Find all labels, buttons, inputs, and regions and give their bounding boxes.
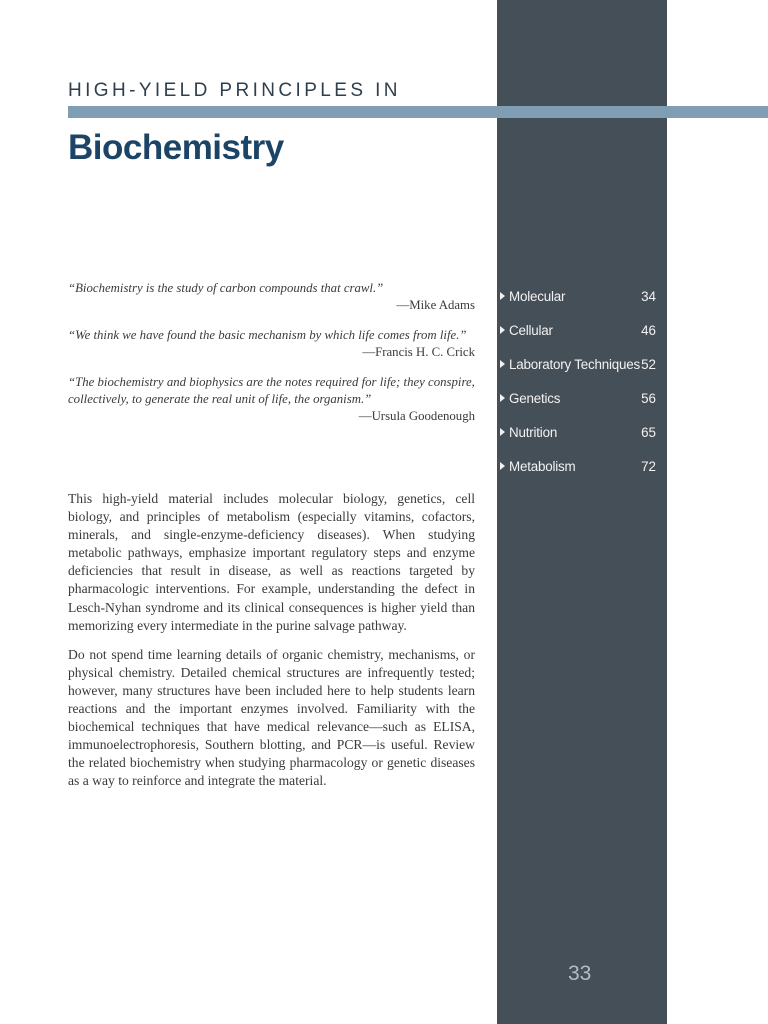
toc-page-number: 34 [641,288,656,304]
toc-page-number: 52 [641,356,656,372]
triangle-right-icon [500,462,505,470]
toc-item-genetics[interactable] [500,381,656,415]
quote-text: “The biochemistry and biophysics are the notes required for life; they conspire, collectively, to generate the real unit of life, the organism.” [68,375,475,406]
toc-page-number: 65 [641,424,656,440]
toc-label: Genetics [509,390,561,406]
quote-author: —Ursula Goodenough [358,409,475,423]
quote [68,280,475,314]
body-paragraph: Do not spend time learning details of organic chemistry, mechanisms, or physical chemistry. Detailed chemical structures are infrequently tested; however, many structures have been included here to help students learn reactions and the important enzymes involved. Familiarity with the biochemical techniques that have medical relevance—such as ELISA, immunoelectrophoresis, Southern blotting, and PCR—is useful. Review the related biochemistry when studying pharmacology or genetic diseases as a way to reinforce and integrate the material. [68,646,475,789]
toc-page-number: 46 [641,322,656,338]
toc-item-metabolism[interactable] [500,449,656,483]
quote [68,327,475,361]
toc-item-laboratory-techniques[interactable] [500,347,656,381]
toc-label: Metabolism [509,458,576,474]
triangle-right-icon [500,326,505,334]
chapter-contents [500,279,656,483]
quote [68,374,475,425]
toc-label: Molecular [509,288,566,304]
toc-label: Cellular [509,322,553,338]
triangle-right-icon [500,360,505,368]
toc-item-molecular[interactable] [500,279,656,313]
toc-page-number: 56 [641,390,656,406]
toc-page-number: 72 [641,458,656,474]
sidebar-panel [497,0,667,1024]
epigraph-quotes [68,280,475,438]
triangle-right-icon [500,394,505,402]
quote-text: “We think we have found the basic mechanism by which life comes from life.” [68,328,467,342]
toc-label: Nutrition [509,424,558,440]
page-number: 33 [568,962,592,985]
quote-author: —Mike Adams [396,298,475,312]
triangle-right-icon [500,292,505,300]
chapter-title: Biochemistry [68,128,284,167]
triangle-right-icon [500,428,505,436]
chapter-kicker: HIGH-YIELD PRINCIPLES IN [68,80,401,101]
intro-body [68,490,475,802]
body-paragraph: This high-yield material includes molecular biology, genetics, cell biology, and principles of metabolism (especially vitamins, cofactors, minerals, and single-enzyme-deficiency diseases). When studying metabolic pathways, emphasize important regulatory steps and enzyme deficiencies that result in disease, as well as reactions targeted by pharmacologic interventions. For example, understanding the defect in Lesch-Nyhan syndrome and its clinical consequences is higher yield than memorizing every intermediate in the purine salvage pathway. [68,491,475,633]
quote-text: “Biochemistry is the study of carbon compounds that crawl.” [68,281,384,295]
header-rule [68,106,768,118]
quote-author: —Francis H. C. Crick [362,345,475,359]
toc-item-nutrition[interactable] [500,415,656,449]
toc-label: Laboratory Techniques [509,356,641,372]
toc-item-cellular[interactable] [500,313,656,347]
